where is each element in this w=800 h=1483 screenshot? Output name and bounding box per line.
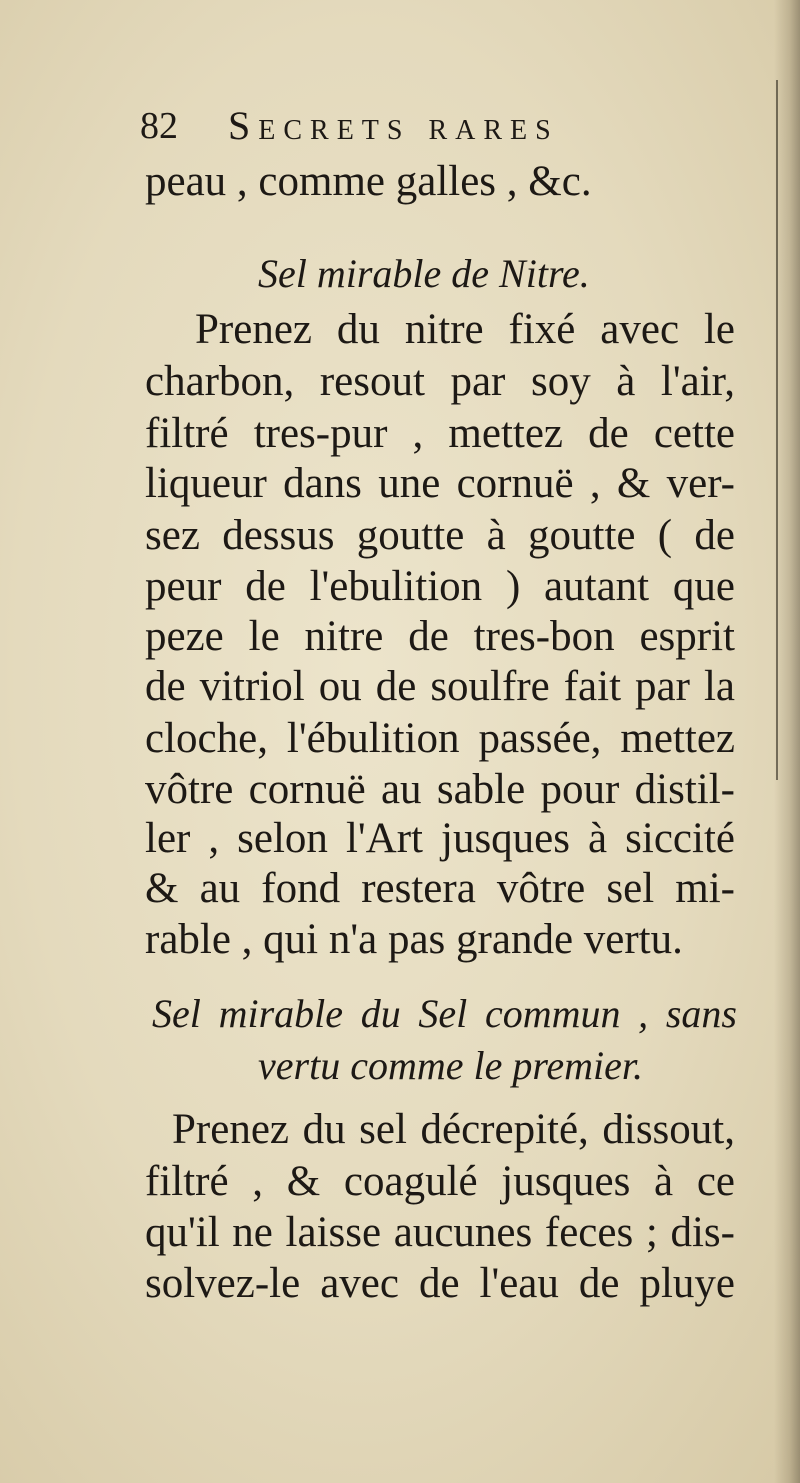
text-line: filtré , & coagulé jusques à ce: [145, 1158, 735, 1205]
running-title: Secrets rares: [228, 103, 559, 148]
text-line: peze le nitre de tres-bon esprit: [145, 613, 735, 660]
text-line: ler , selon l'Art jusques à siccité: [145, 815, 735, 862]
page-header: [140, 98, 700, 154]
text-line: de vitriol ou de soulfre fait par la: [145, 663, 735, 710]
text-line: vôtre cornuë au sable pour distil-: [145, 766, 735, 813]
text-line: liqueur dans une cornuë , & ver-: [145, 460, 735, 507]
text-line: peau , comme galles , &c.: [145, 158, 592, 205]
text-line: solvez-le avec de l'eau de pluye: [145, 1260, 735, 1307]
text-line: peur de l'ebulition ) autant que: [145, 563, 735, 610]
page-number: 82: [140, 105, 178, 147]
text-line: charbon, resout par soy à l'air,: [145, 358, 735, 405]
text-line: Prenez du sel décrepité, dissout,: [172, 1106, 735, 1153]
text-line: & au fond restera vôtre sel mi-: [145, 865, 735, 912]
section-heading: Sel mirable de Nitre.: [258, 251, 590, 296]
section-heading: Sel mirable du Sel commun , sans: [152, 991, 737, 1036]
text-line: cloche, l'ébulition passée, mettez: [145, 715, 735, 762]
page-edge-line: [776, 80, 778, 780]
text-line: qu'il ne laisse aucunes feces ; dis-: [145, 1209, 735, 1256]
text-line: Prenez du nitre fixé avec le: [195, 306, 735, 353]
text-line: rable , qui n'a pas grande vertu.: [145, 916, 683, 963]
text-line: sez dessus goutte à goutte ( de: [145, 512, 735, 559]
text-line: filtré tres-pur , mettez de cette: [145, 410, 735, 457]
section-heading-continued: vertu comme le premier.: [258, 1043, 644, 1088]
